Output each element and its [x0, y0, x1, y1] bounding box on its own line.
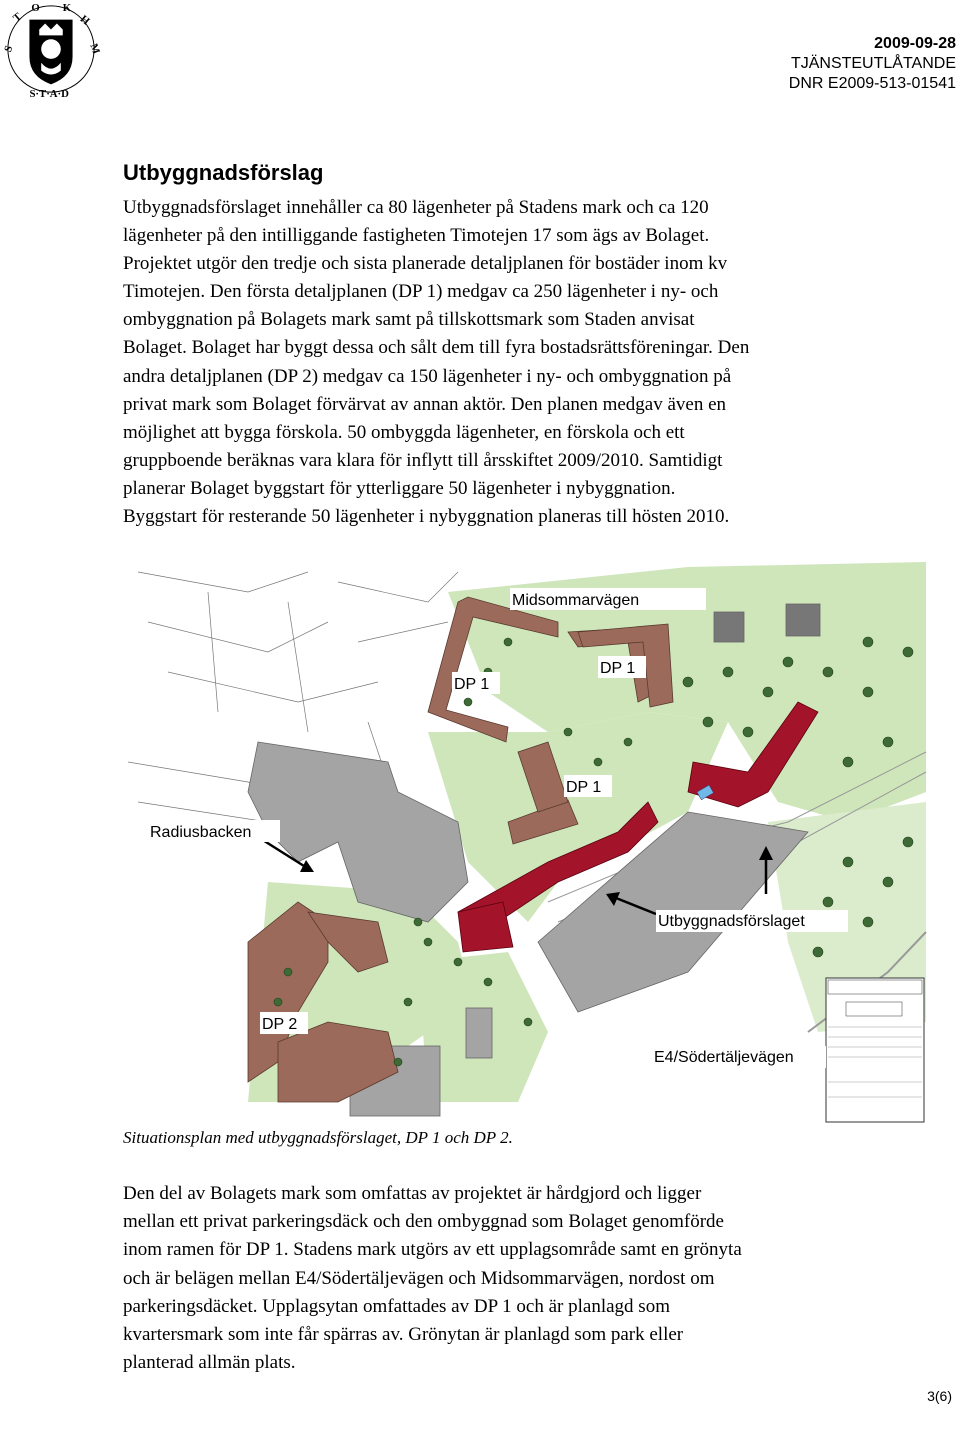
paragraph-line: Bolaget. Bolaget har byggt dessa och sålt dem till fyra bostadsrättsföreningar. Den — [123, 337, 750, 359]
paragraph-line: planterad allmän plats. — [123, 1352, 296, 1374]
paragraph-1 — [123, 194, 863, 531]
paragraph-line: ombyggnation på Bolagets mark samt på tillskottsmark som Staden anvisat — [123, 309, 695, 331]
svg-text:T: T — [10, 10, 25, 25]
paragraph-line: parkeringsdäcket. Upplagsytan omfattades av DP 1 och är planlagd som — [123, 1295, 670, 1317]
svg-text:O: O — [31, 1, 40, 14]
label-dp1-a: DP 1 — [454, 676, 490, 693]
header-date: 2009-09-28 — [874, 35, 956, 52]
paragraph-line: inom ramen för DP 1. Stadens mark utgörs av ett upplagsområde samt en grönyta — [123, 1239, 742, 1261]
paragraph-line: Utbyggnadsförslaget innehåller ca 80 lägenheter på Stadens mark och ca 120 — [123, 197, 709, 218]
label-midsommarvagen: Midsommarvägen — [512, 592, 640, 609]
header-doc-type: TJÄNSTEUTLÅTANDE — [790, 55, 956, 72]
label-dp2: DP 2 — [262, 1016, 298, 1033]
paragraph-line: möjlighet att bygga förskola. 50 ombyggda lägenheter, en förskola och ett — [123, 421, 685, 443]
site-plan-map — [128, 562, 926, 1124]
paragraph-line: Projektet utgör den tredje och sista planerade detaljplanen för bostäder inom kv — [123, 253, 728, 275]
document-header — [789, 34, 956, 94]
paragraph-line: kvartersmark som inte får spärras av. Grönytan är planlagd som park eller — [123, 1324, 684, 1346]
label-utbyggnadsforslaget: Utbyggnadsförslaget — [658, 913, 805, 930]
svg-text:S: S — [2, 44, 16, 54]
paragraph-line: Timotejen. Den första detaljplanen (DP 1) medgav ca 250 lägenheter i ny- och — [123, 281, 719, 303]
label-radiusbacken: Radiusbacken — [150, 824, 252, 841]
paragraph-line: andra detaljplanen (DP 2) medgav ca 150 lägenheter i ny- och ombyggnation på — [123, 365, 732, 387]
label-dp1-c: DP 1 — [566, 779, 602, 796]
paragraph-line: lägenheter på den intilliggande fastigheten Timotejen 17 som ägs av Bolaget. — [123, 225, 710, 247]
svg-text:M: M — [87, 42, 103, 56]
page-number: 3(6) — [927, 1388, 952, 1404]
stockholm-stad-logo — [2, 1, 103, 101]
figure-caption: Situationsplan med utbyggnadsförslaget, DP 1 och DP 2. — [123, 1128, 513, 1147]
svg-text:H: H — [77, 12, 92, 28]
section-heading: Utbyggnadsförslag — [123, 160, 324, 185]
paragraph-line: och är belägen mellan E4/Södertäljevägen och Midsommarvägen, nordost om — [123, 1267, 715, 1289]
header-dnr: DNR E2009-513-01541 — [788, 75, 956, 92]
paragraph-line: Den del av Bolagets mark som omfattas av projektet är hårdgjord och ligger — [123, 1183, 702, 1204]
label-e4: E4/Södertäljevägen — [654, 1049, 794, 1066]
title-block — [826, 978, 924, 1122]
paragraph-line: mellan ett privat parkeringsdäck och den ombyggnad som Bolaget genomförde — [123, 1211, 724, 1233]
paragraph-2 — [123, 1180, 883, 1377]
paragraph-line: planerar Bolaget byggstart för ytterliggare 50 lägenheter i nybyggnation. — [123, 477, 676, 499]
svg-text:K: K — [62, 1, 72, 14]
label-dp1-b: DP 1 — [600, 660, 636, 677]
paragraph-line: gruppboende beräknas vara klara för inflytt till årsskiftet 2009/2010. Samtidigt — [123, 449, 723, 471]
paragraph-line: Byggstart för resterande 50 lägenheter i nybyggnation planeras till hösten 2010. — [123, 506, 730, 528]
svg-text:S·T·A·D: S·T·A·D — [29, 88, 69, 101]
paragraph-line: privat mark som Bolaget förvärvat av annan aktör. Den planen medgav även en — [123, 393, 727, 415]
